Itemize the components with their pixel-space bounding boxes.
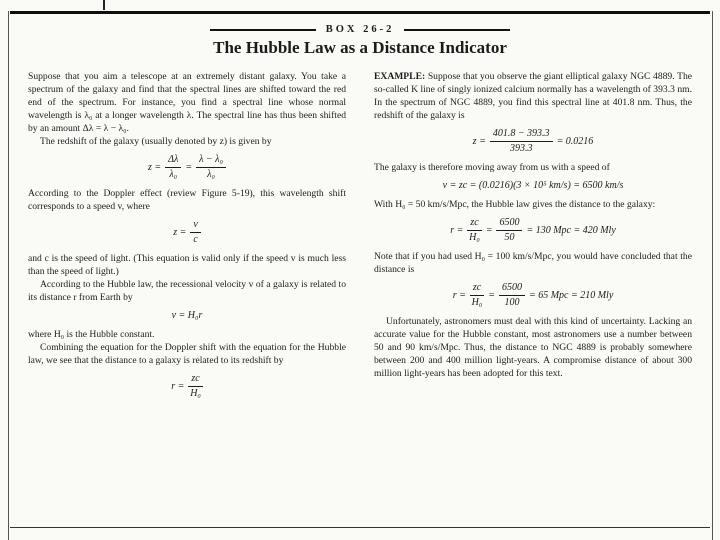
equation-lhs: z = (148, 161, 162, 173)
fraction-numerator: zc (188, 373, 202, 387)
fraction-numerator: 6500 (499, 282, 525, 296)
right-page-border (712, 11, 713, 540)
fraction-numerator: 401.8 − 393.3 (490, 128, 553, 142)
equation-lhs: z = (472, 135, 486, 147)
fraction-denominator: λ₀ (207, 169, 215, 180)
scan-artifact-mark (103, 0, 105, 10)
fraction (165, 154, 181, 181)
paragraph-moving-away: The galaxy is therefore moving away from us with a speed of (374, 162, 610, 173)
two-column-layout (28, 70, 692, 406)
fraction-numerator: Δλ (165, 154, 181, 168)
paragraph-intro: Suppose that you aim a telescope at an extremely distant galaxy. You take a spectrum of the galaxy and find that the spectral lines are shifted toward the red end of the spectrum. For instance, you find a spectral line whose normal wavelength is λ₀ at a longer wavelength λ. The spectral line has thus been shifted by an amount Δλ = λ − λ₀. (28, 71, 346, 134)
top-rule (10, 11, 710, 14)
box-header (210, 24, 510, 35)
equation-lhs: z = (173, 226, 187, 238)
equation-distance-h0-100 (374, 282, 692, 309)
page-title: The Hubble Law as a Distance Indicator (213, 38, 507, 57)
equation-result: = 0.0216 (556, 135, 594, 147)
right-column (374, 70, 692, 406)
equation-example-speed (374, 180, 692, 192)
fraction-numerator: zc (467, 217, 481, 231)
equation-equals: = (185, 161, 193, 173)
fraction (470, 282, 484, 309)
paragraph-h0-50: With H₀ = 50 km/s/Mpc, the Hubble law gives the distance to the galaxy: (374, 199, 656, 210)
fraction (190, 219, 200, 246)
equation-equals: = (488, 289, 495, 301)
box-number-label: BOX 26-2 (325, 24, 395, 35)
equation-lhs: r = (450, 224, 464, 236)
fraction-denominator: 100 (504, 297, 520, 308)
fraction (188, 373, 202, 400)
equation-text: v = H₀r (171, 310, 203, 321)
example-label: EXAMPLE: (374, 71, 426, 82)
equation-doppler (28, 219, 346, 246)
example-text: Suppose that you observe the giant elliptical galaxy NGC 4889. The so-called K line of singly ionized calcium normally has a wavelength of 393.3 nm. In the spectrum of NGC 4889, you find this spectral line at 401.8 nm. Thus, the redshift of the galaxy is (374, 71, 693, 121)
equation-text: v = zc = (0.0216)(3 × 10⁵ km/s) = 6500 km/s (442, 180, 624, 191)
fraction-numerator: v (190, 219, 200, 233)
fraction-denominator: c (193, 234, 198, 245)
fraction (499, 282, 525, 309)
fraction (196, 154, 226, 181)
fraction-numerator: 6500 (496, 217, 522, 231)
fraction-denominator: H₀ (469, 232, 480, 243)
equation-result: = 130 Mpc = 420 Mly (526, 224, 616, 236)
paragraph-hubble-law: According to the Hubble law, the recessional velocity v of a galaxy is related to its distance r from Earth by (28, 279, 346, 303)
fraction-numerator: zc (470, 282, 484, 296)
fraction (490, 128, 553, 155)
header-rule-right (404, 29, 510, 31)
equation-distance-redshift (28, 373, 346, 400)
equation-redshift-definition (28, 154, 346, 181)
paragraph-uncertainty: Unfortunately, astronomers must deal with this kind of uncertainty. Lacking an accurate value for the Hubble constant, most astronomers use a number between 50 and 90 km/s/Mpc. Thus, the distance to NGC 4889 is probably somewhere between 200 and 400 million light-years. A compromise distance of about 300 million light-years has been adopted for this text. (374, 316, 692, 379)
paragraph-combining: Combining the equation for the Doppler shift with the equation for the Hubble law, we see that the distance to a galaxy is related to its redshift by (28, 342, 346, 366)
paragraph-h0-100: Note that if you had used H₀ = 100 km/s/Mpc, you would have concluded that the distance is (374, 251, 692, 275)
fraction (467, 217, 481, 244)
equation-equals: = (485, 224, 493, 236)
fraction-numerator: λ − λ₀ (196, 154, 226, 168)
fraction-denominator: H₀ (190, 388, 201, 399)
fraction-denominator: λ₀ (169, 169, 178, 180)
equation-hubble-law (28, 310, 346, 322)
fraction-denominator: 393.3 (509, 143, 533, 154)
fraction-denominator: 50 (504, 232, 515, 243)
paragraph-hubble-constant: where H₀ is the Hubble constant. (28, 329, 155, 340)
equation-distance-h0-50 (374, 217, 692, 244)
paragraph-redshift-intro: The redshift of the galaxy (usually denoted by z) is given by (40, 136, 272, 147)
paragraph-example (374, 70, 692, 122)
equation-example-redshift (374, 128, 692, 155)
header-rule-left (210, 29, 316, 31)
equation-result: = 65 Mpc = 210 Mly (528, 289, 614, 301)
bottom-rule (10, 527, 710, 528)
equation-lhs: r = (452, 289, 466, 301)
equation-lhs: r = (171, 380, 185, 392)
paragraph-doppler: According to the Doppler effect (review Figure 5-19), this wavelength shift corresponds to a speed v, where (28, 188, 346, 212)
paragraph-speed-of-light: and c is the speed of light. (This equation is valid only if the speed v is much less than the speed of light.) (28, 253, 346, 277)
left-column (28, 70, 346, 406)
fraction-denominator: H₀ (471, 297, 483, 308)
fraction (496, 217, 522, 244)
left-page-border (8, 11, 9, 540)
